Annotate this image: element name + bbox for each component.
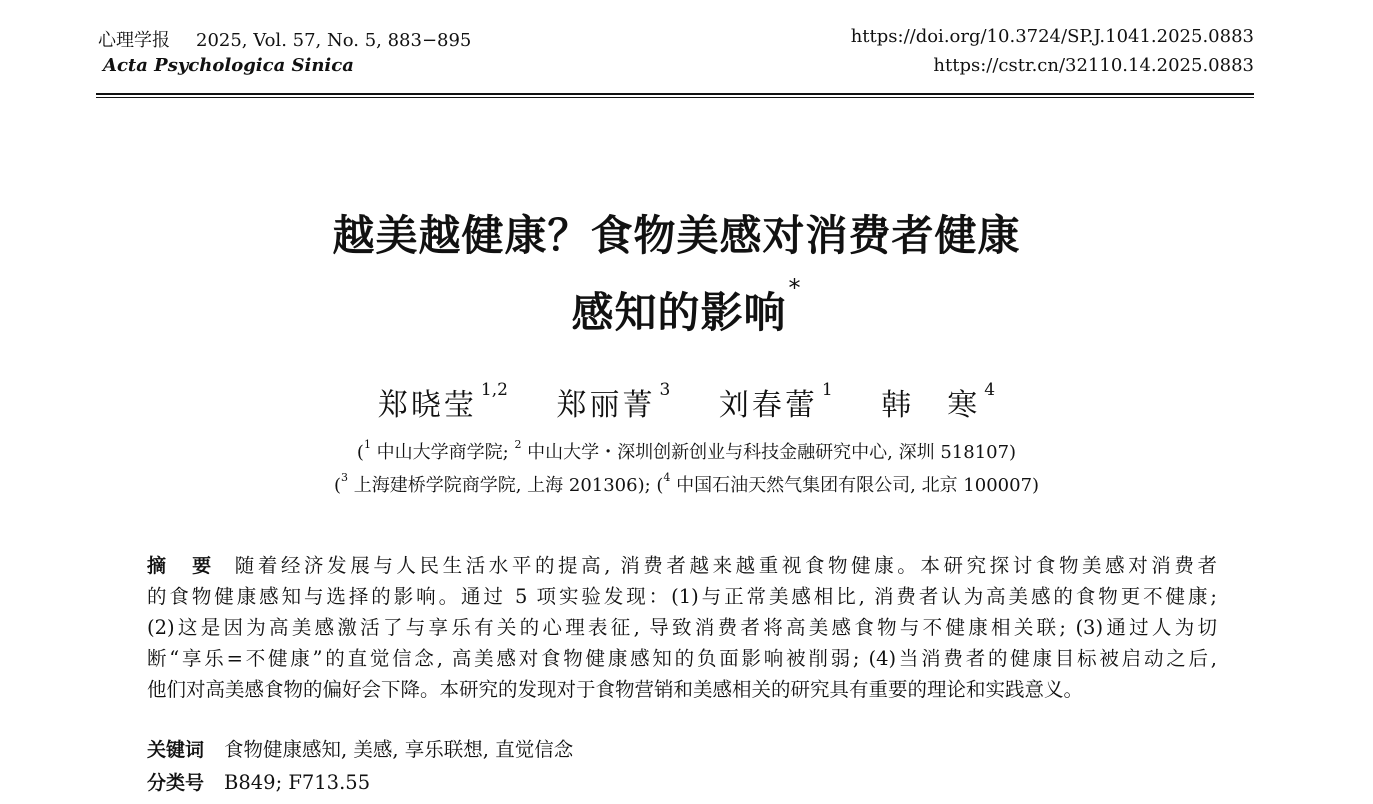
- affiliation-line-1: ($^1$ 中山大学商学院; $^2$ 中山大学・深圳创新创业与科技金融研究中心, 深圳 518107): [356, 438, 1017, 463]
- classification-label: 分类号: [147, 772, 205, 794]
- cstr-link[interactable]: https://cstr.cn/32110.14.2025.0883: [933, 55, 1254, 76]
- classification: [147, 768, 370, 795]
- abstract: [147, 550, 1217, 705]
- keywords-text: 食物健康感知, 美感, 享乐联想, 直觉信念: [224, 738, 574, 761]
- header-rule-thick: [96, 93, 1254, 95]
- keywords-label: 关键词: [147, 739, 205, 761]
- citation: 2025, Vol. 57, No. 5, 883−895: [196, 30, 472, 51]
- author-affiliation-mark: 1,2: [480, 380, 508, 400]
- abstract-line: 摘 要 随着经济发展与人民生活水平的提高, 消费者越来越重视食物健康。本研究探讨食物美感对消费者: [147, 554, 1217, 577]
- author-list: [0, 380, 1373, 424]
- author[interactable]: 韩 寒 $^4$: [881, 380, 996, 423]
- journal-name-en: Acta Psychologica Sinica: [103, 55, 354, 76]
- abstract-label: 摘 要: [147, 555, 215, 577]
- title-line-1: 越美越健康？食物美感对消费者健康: [332, 211, 1021, 260]
- journal-name-cn: 心理学报: [98, 30, 170, 51]
- author-affiliation-mark: 1: [821, 380, 833, 400]
- header-rule-thin: [96, 97, 1254, 98]
- affiliation-line-2: ($^3$ 上海建桥学院商学院, 上海 201306); ($^4$ 中国石油天然气集团有限公司, 北京 100007): [333, 471, 1040, 496]
- author-affiliation-mark: 3: [659, 380, 671, 400]
- keywords: [147, 734, 573, 762]
- abstract-line: 断“享乐=不健康”的直觉信念, 高美感对食物健康感知的负面影响被削弱; (4)当消费者的健康目标被启动之后,: [147, 647, 1217, 670]
- author[interactable]: 刘春蕾 $^1$: [718, 380, 833, 423]
- journal-citation-line: [98, 26, 471, 52]
- doi-link[interactable]: https://doi.org/10.3724/SP.J.1041.2025.0883: [850, 26, 1254, 47]
- abstract-line: (2)这是因为高美感激活了与享乐有关的心理表征, 导致消费者将高美感食物与不健康相关联; (3)通过人为切: [147, 616, 1217, 639]
- title-line-2-text: 感知的影响: [571, 288, 787, 337]
- author[interactable]: 郑晓莹 $^{1,2}$: [377, 380, 508, 423]
- classification-text: B849; F713.55: [224, 771, 371, 794]
- title-footnote-mark[interactable]: *: [788, 274, 802, 302]
- title-line-2: [0, 274, 1373, 340]
- abstract-line: 的食物健康感知与选择的影响。通过 5 项实验发现：(1)与正常美感相比, 消费者认为高美感的食物更不健康;: [147, 585, 1217, 608]
- abstract-line: 他们对高美感食物的偏好会下降。本研究的发现对于食物营销和美感相关的研究具有重要的理论和实践意义。: [147, 678, 1084, 701]
- author-affiliation-mark: 4: [984, 380, 996, 400]
- author[interactable]: 郑丽菁 $^3$: [556, 380, 671, 423]
